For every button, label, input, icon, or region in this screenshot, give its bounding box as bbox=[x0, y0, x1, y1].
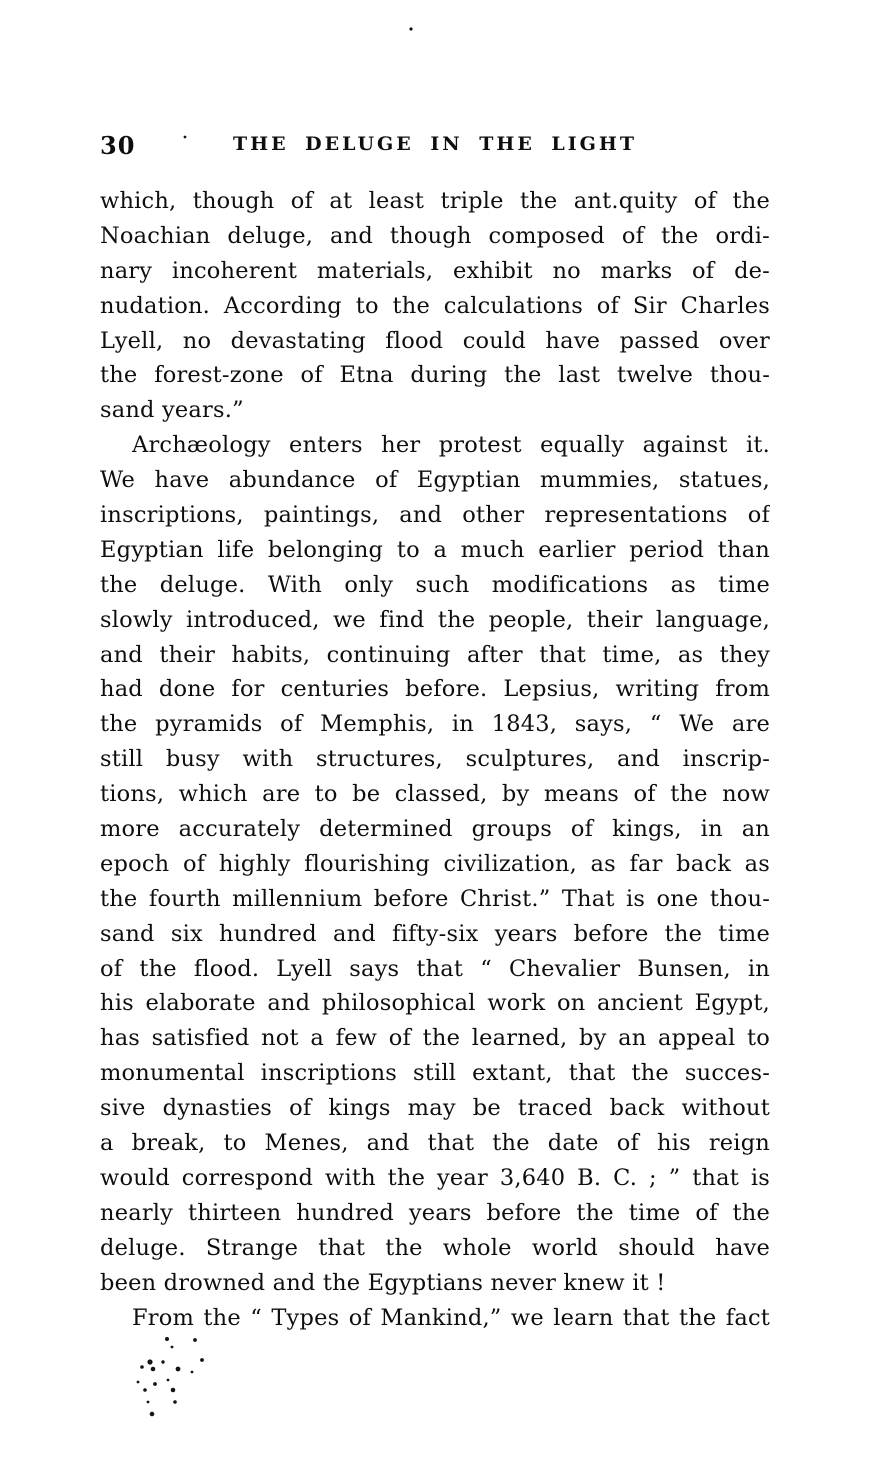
text-line: nearly thirteen hundred years before the time of the bbox=[100, 1199, 770, 1226]
text-line: inscriptions, paintings, and other representations of bbox=[100, 502, 770, 529]
text-line: has satisfied not a few of the learned, by an appeal to bbox=[100, 1025, 770, 1052]
text-line: tions, which are to be classed, by means of the now bbox=[100, 781, 770, 808]
text-line: Archæology enters her protest equally against it. bbox=[132, 432, 770, 459]
text-line: had done for centuries before. Lepsius, writing from bbox=[100, 676, 770, 703]
text-line: the deluge. With only such modifications as time bbox=[100, 571, 770, 598]
text-line: monumental inscriptions still extant, that the succes- bbox=[100, 1060, 770, 1087]
text-line: deluge. Strange that the whole world should have bbox=[100, 1234, 770, 1261]
text-line: still busy with structures, sculptures, and inscrip- bbox=[100, 746, 770, 773]
text-line: Lyell, no devastating flood could have passed over bbox=[100, 327, 770, 354]
text-line: would correspond with the year 3,640 B. C. ; ” that is bbox=[100, 1164, 770, 1191]
running-header: THE DELUGE IN THE LIGHT bbox=[233, 133, 637, 155]
text-line: epoch of highly flourishing civilization, as far back as bbox=[100, 850, 770, 877]
text-line: Egyptian life belonging to a much earlier period than bbox=[100, 536, 770, 563]
page-header bbox=[100, 130, 770, 160]
text-line: a break, to Menes, and that the date of his reign bbox=[100, 1130, 770, 1157]
text-line: and their habits, continuing after that time, as they bbox=[100, 641, 770, 668]
text-line: sive dynasties of kings may be traced back without bbox=[100, 1095, 770, 1122]
text-line: his elaborate and philosophical work on ancient Egypt, bbox=[100, 990, 770, 1017]
text-line: of the flood. Lyell says that “ Chevalier Bunsen, in bbox=[100, 955, 770, 982]
text-line: Noachian deluge, and though composed of the ordi- bbox=[100, 222, 770, 249]
text-line: nary incoherent materials, exhibit no marks of de- bbox=[100, 257, 770, 284]
text-line: We have abundance of Egyptian mummies, statues, bbox=[100, 467, 770, 494]
text-line: From the “ Types of Mankind,” we learn that the fact bbox=[132, 1304, 770, 1331]
text-line: been drowned and the Egyptians never knew it ! bbox=[100, 1269, 666, 1296]
text-line: nudation. According to the calculations of Sir Charles bbox=[100, 292, 770, 319]
page-number: 30 bbox=[100, 131, 136, 160]
body-text-block bbox=[100, 184, 770, 1335]
text-line: the pyramids of Memphis, in 1843, says, “ We are bbox=[100, 711, 770, 738]
text-line: sand six hundred and fifty-six years before the time bbox=[100, 920, 770, 947]
text-line: the fourth millennium before Christ.” That is one thou- bbox=[100, 885, 770, 912]
text-line: sand years.” bbox=[100, 397, 244, 424]
text-line: the forest-zone of Etna during the last twelve thou- bbox=[100, 362, 770, 389]
text-line: slowly introduced, we find the people, their language, bbox=[100, 606, 770, 633]
text-line: more accurately determined groups of kings, in an bbox=[100, 816, 770, 843]
text-line: which, though of at least triple the ant.quity of the bbox=[100, 188, 770, 214]
